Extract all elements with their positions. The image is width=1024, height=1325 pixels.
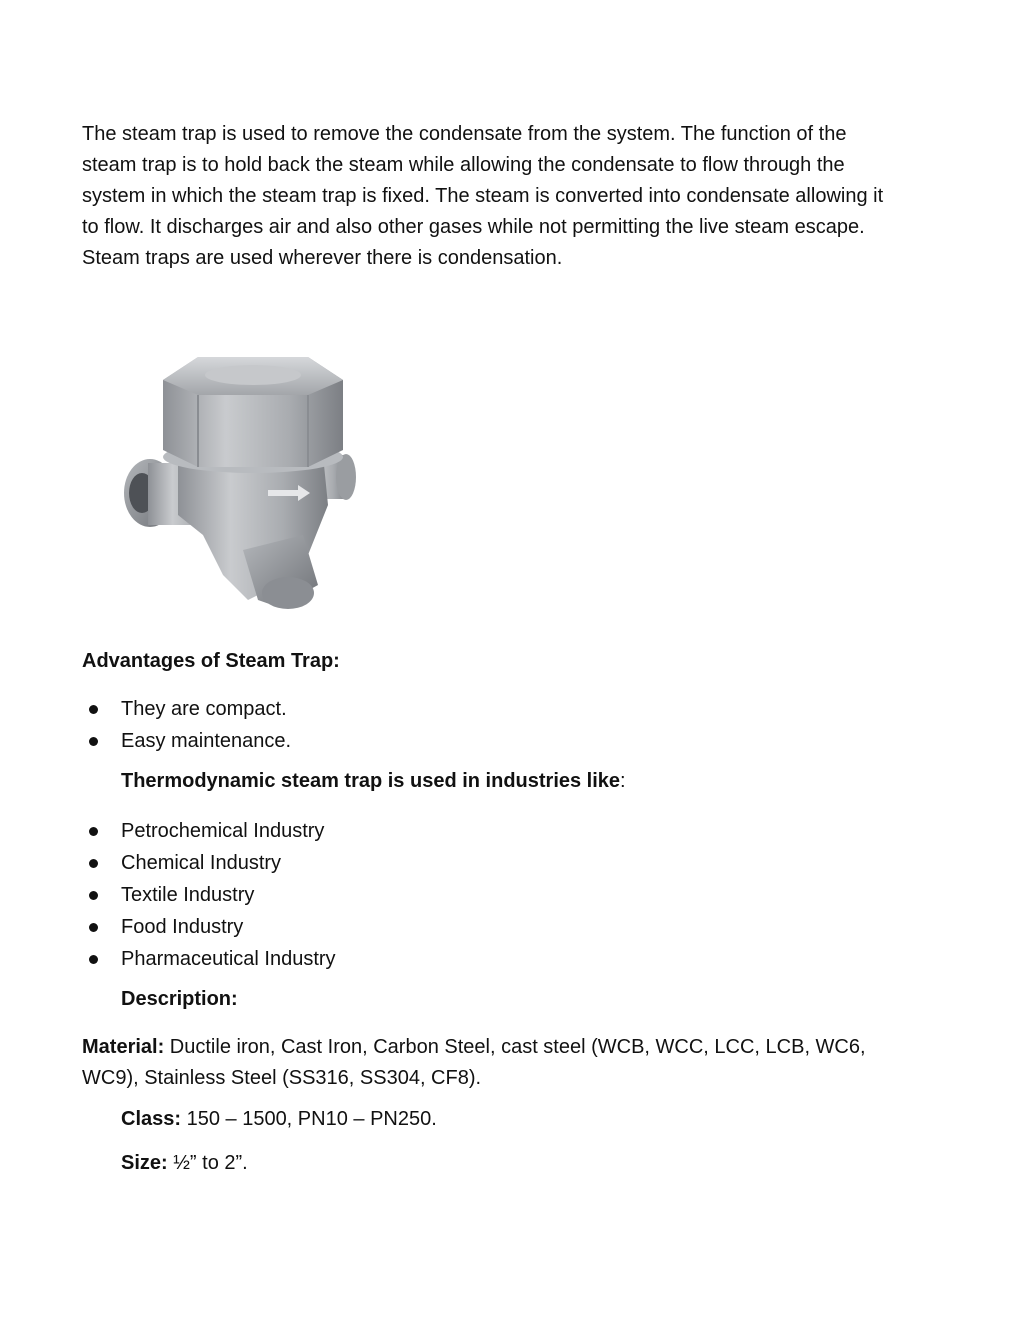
list-item-text: Easy maintenance. <box>121 730 292 752</box>
list-item <box>82 693 291 725</box>
bullet-icon <box>89 737 98 746</box>
list-item-text: Textile Industry <box>121 884 255 906</box>
industries-heading <box>121 770 626 793</box>
steam-trap-image <box>118 345 380 613</box>
description-heading: Description: <box>121 988 238 1010</box>
bullet-icon <box>89 705 98 714</box>
list-item <box>82 879 336 911</box>
list-item-text: Food Industry <box>121 916 244 938</box>
steam-trap-illustration <box>118 345 380 613</box>
list-item <box>82 943 336 975</box>
list-item <box>82 725 291 757</box>
bullet-icon <box>89 859 98 868</box>
material-value: Ductile iron, Cast Iron, Carbon Steel, cast steel (WCB, WCC, LCC, LCB, WC6, WC9), Stainless Steel (SS316, SS304, CF8). <box>82 1036 866 1089</box>
size-label: Size: <box>121 1152 168 1174</box>
class-spec <box>121 1108 437 1131</box>
size-value: ½” to 2”. <box>167 1152 248 1174</box>
list-item-text: Petrochemical Industry <box>121 820 325 842</box>
industries-list <box>82 815 336 975</box>
list-item-text: Chemical Industry <box>121 852 282 874</box>
bullet-icon <box>89 955 98 964</box>
list-item-text: Pharmaceutical Industry <box>121 948 336 970</box>
intro-paragraph: The steam trap is used to remove the condensate from the system. The function of the steam trap is to hold back the steam while allowing the condensate to flow through the system in which the steam trap is fixed. The steam is converted into condensate allowing it to flow. It discharges air and also other gases while not permitting the live steam escape. Steam traps are used wherever there is condensation. <box>82 123 884 269</box>
size-spec <box>121 1152 248 1175</box>
advantages-list <box>82 693 291 757</box>
industries-heading-colon: : <box>620 770 626 792</box>
industries-heading-bold: Thermodynamic steam trap is used in industries like <box>121 770 621 792</box>
list-item <box>82 911 336 943</box>
class-value: 150 – 1500, PN10 – PN250. <box>181 1108 437 1130</box>
advantages-heading: Advantages of Steam Trap: <box>82 650 340 672</box>
list-item-text: They are compact. <box>121 698 287 720</box>
list-item <box>82 815 336 847</box>
class-label: Class: <box>121 1108 182 1130</box>
bullet-icon <box>89 923 98 932</box>
bullet-icon <box>89 827 98 836</box>
list-item <box>82 847 336 879</box>
bullet-icon <box>89 891 98 900</box>
material-spec <box>82 1032 912 1094</box>
material-label: Material: <box>82 1036 165 1058</box>
